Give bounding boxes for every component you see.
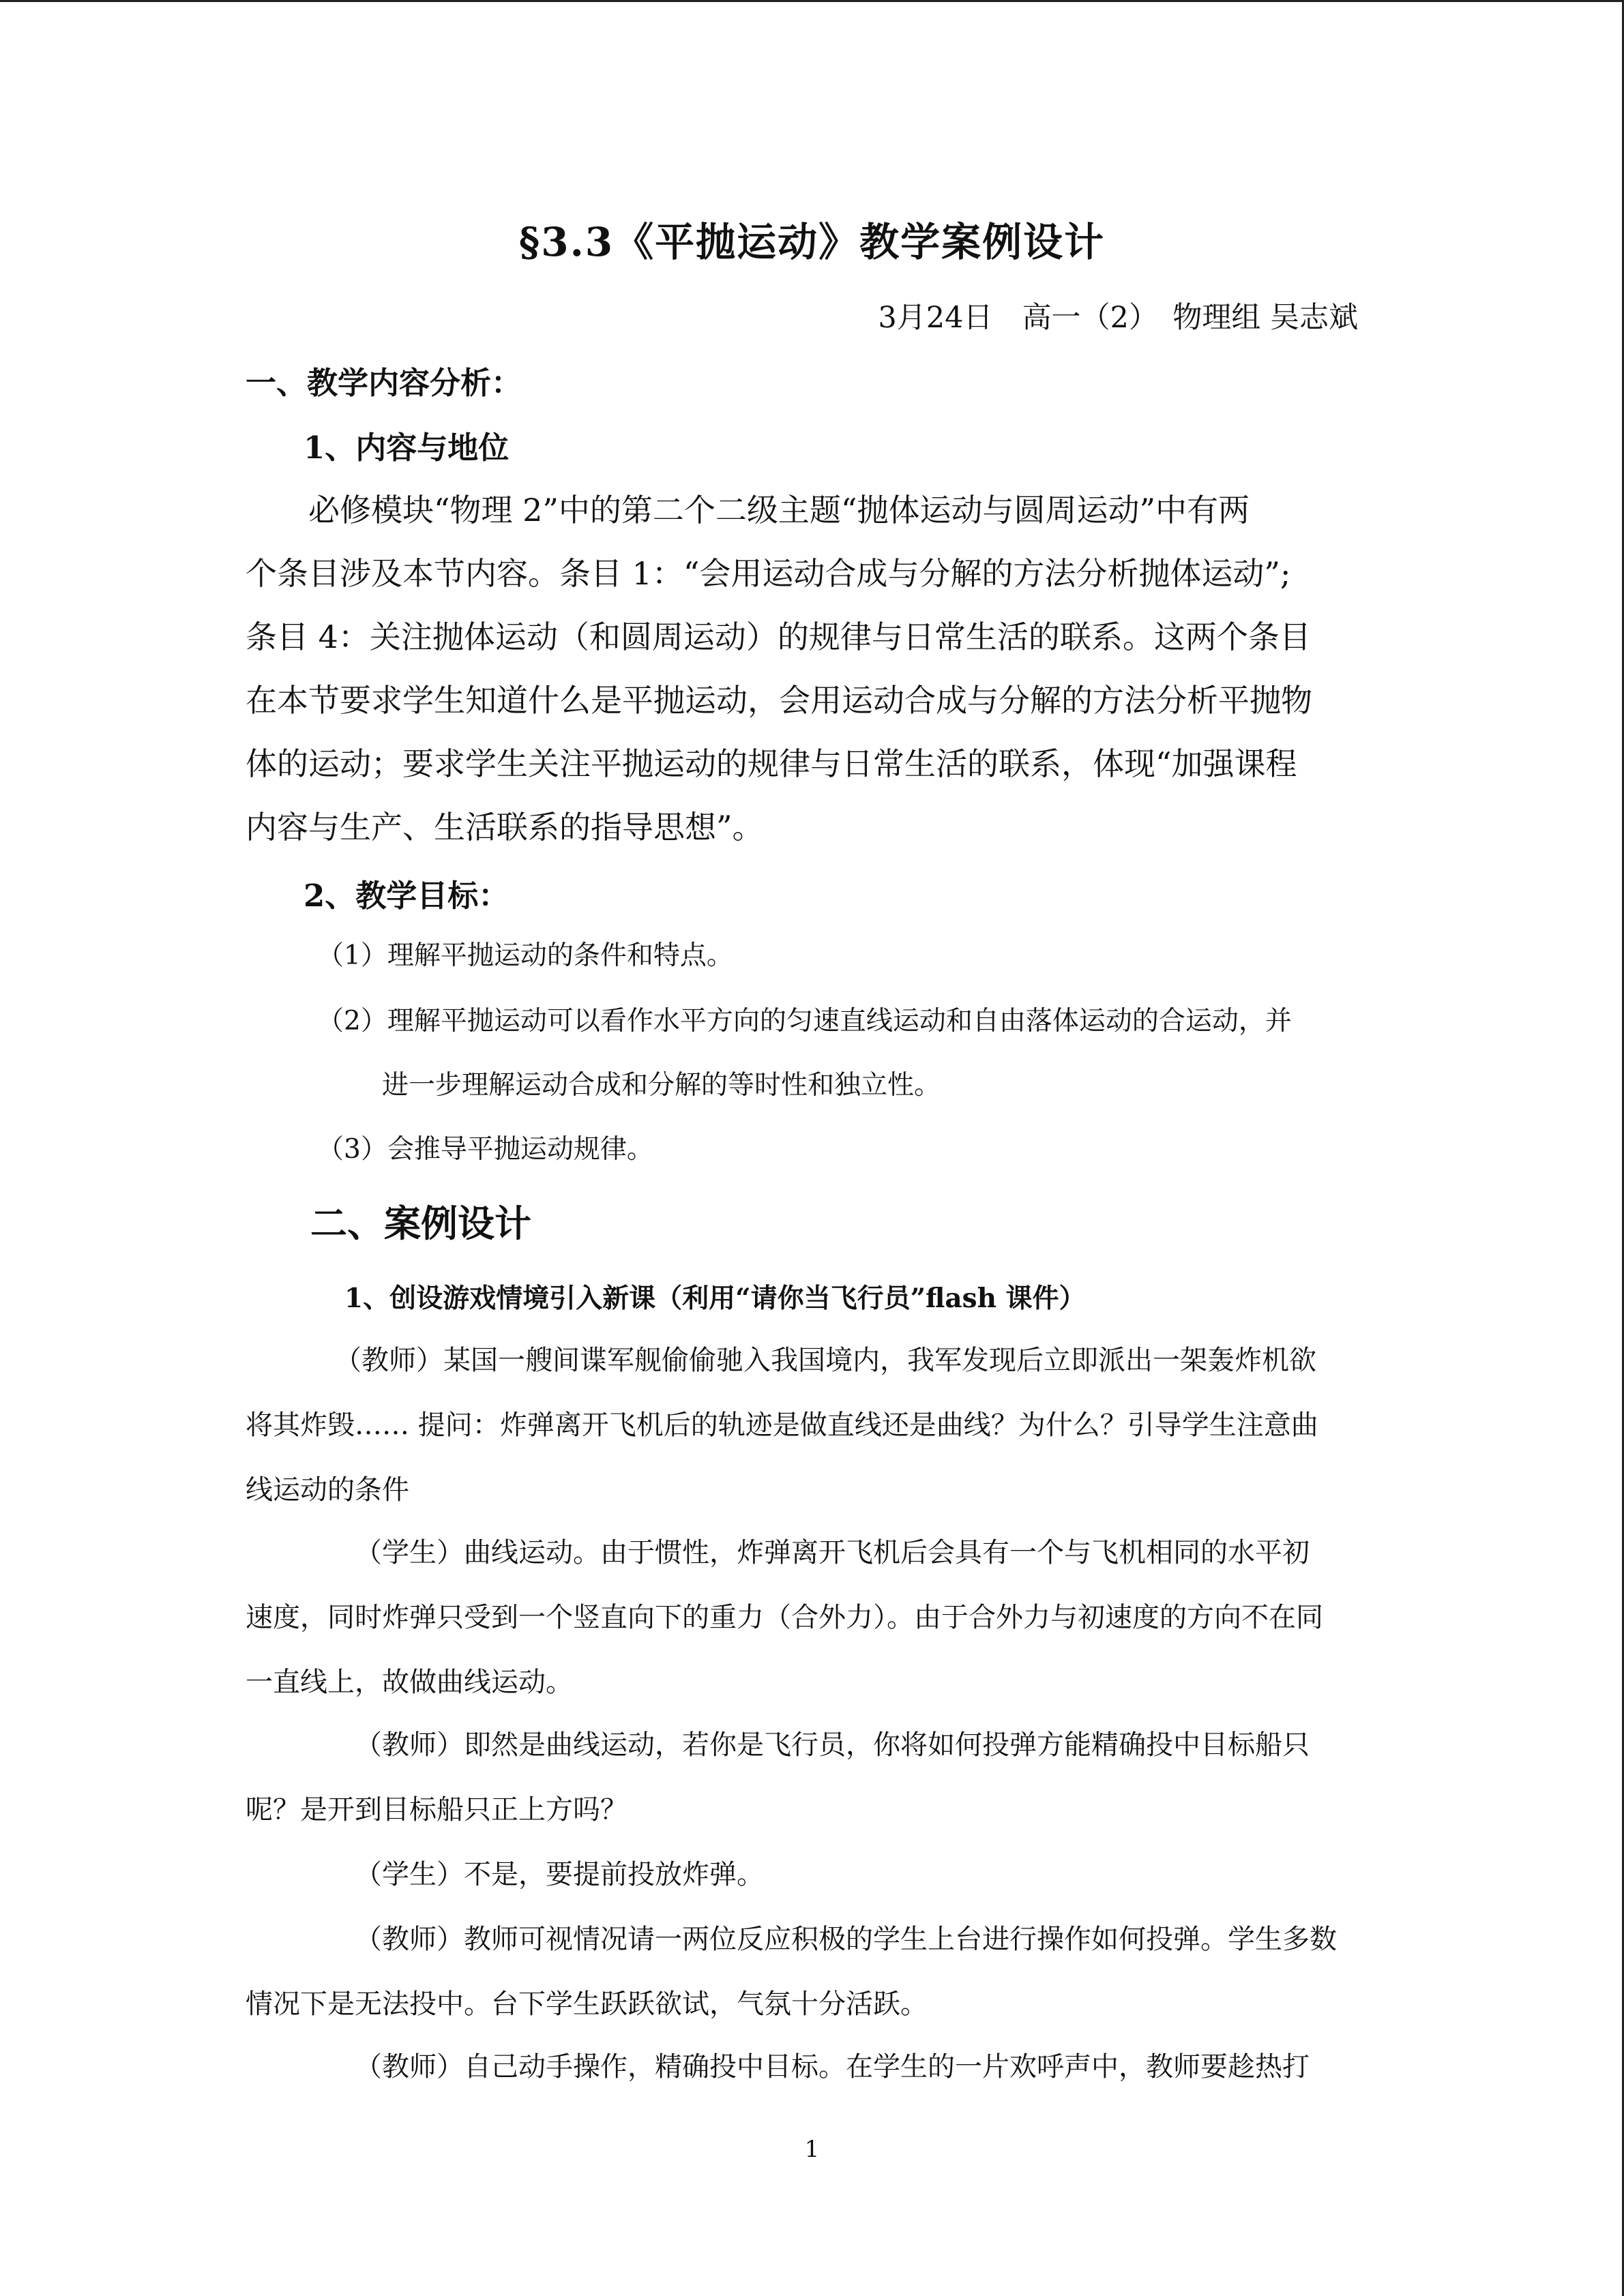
paragraph-line: （教师）即然是曲线运动，若你是飞行员，你将如何投弹方能精确投中目标船只 (355, 1729, 1310, 1761)
paragraph-line: 个条目涉及本节内容。条目 1：“会用运动合成与分解的方法分析抛体运动”; (246, 555, 1291, 592)
paragraph-line: 情况下是无法投中。台下学生跃跃欲试，气氛十分活跃。 (246, 1988, 928, 2020)
paragraph-line: 速度，同时炸弹只受到一个竖直向下的重力（合外力）。由于合外力与初速度的方向不在同 (246, 1602, 1323, 1633)
paragraph-line: （学生）曲线运动。由于惯性，炸弹离开飞机后会具有一个与飞机相同的水平初 (355, 1537, 1310, 1568)
subsection-heading-goals: 2、教学目标： (304, 878, 510, 914)
paragraph-line: 条目 4：关注抛体运动（和圆周运动）的规律与日常生活的联系。这两个条目 (246, 618, 1311, 655)
goal-item: （3）会推导平抛运动规律。 (317, 1134, 653, 1165)
goal-item: （2）理解平抛运动可以看作水平方向的匀速直线运动和自由落体运动的合运动，并 (317, 1006, 1292, 1037)
paragraph-line: 体的运动；要求学生关注平抛运动的规律与日常生活的联系，体现“加强课程 (246, 745, 1297, 782)
paragraph-line: 将其炸毁…… 提问：炸弹离开飞机后的轨迹是做直线还是曲线？为什么？引导学生注意曲 (246, 1410, 1318, 1441)
paragraph-line: （教师）自己动手操作，精确投中目标。在学生的一片欢呼声中，教师要趁热打 (355, 2051, 1310, 2083)
document-title: §3.3《平抛运动》教学案例设计 (518, 219, 1106, 265)
subsection-heading-content: 1、内容与地位 (304, 430, 510, 466)
paragraph-line: 一直线上，故做曲线运动。 (246, 1667, 573, 1698)
paragraph-line: 在本节要求学生知道什么是平抛运动，会用运动合成与分解的方法分析平抛物 (246, 682, 1312, 719)
paragraph-line: 内容与生产、生活联系的指导思想”。 (246, 809, 764, 846)
paragraph-line: （教师）教师可视情况请一两位反应积极的学生上台进行操作如何投弹。学生多数 (355, 1924, 1337, 1955)
goal-item: （1）理解平抛运动的条件和特点。 (317, 940, 733, 971)
section-heading-case-design: 二、案例设计 (310, 1202, 531, 1245)
paragraph-line: 呢？是开到目标船只正上方吗？ (246, 1794, 628, 1825)
paragraph-line: 必修模块“物理 2”中的第二个二级主题“抛体运动与圆周运动”中有两 (246, 492, 1250, 528)
document-meta: 3月24日 高一（2） 物理组 吴志斌 (878, 301, 1358, 335)
goal-item-continuation: 进一步理解运动合成和分解的等时性和独立性。 (382, 1070, 941, 1101)
paragraph-line: （学生）不是，要提前投放炸弹。 (355, 1859, 764, 1890)
page-number: 1 (804, 2136, 820, 2163)
section-heading-analysis: 一、教学内容分析： (246, 365, 522, 401)
paragraph-line: （教师）某国一艘间谍军舰偷偷驰入我国境内，我军发现后立即派出一架轰炸机欲 (334, 1345, 1316, 1376)
paragraph-line: 线运动的条件 (246, 1474, 409, 1506)
subsection-heading-intro: 1、创设游戏情境引入新课（利用“请你当飞行员”flash 课件） (344, 1283, 1086, 1314)
